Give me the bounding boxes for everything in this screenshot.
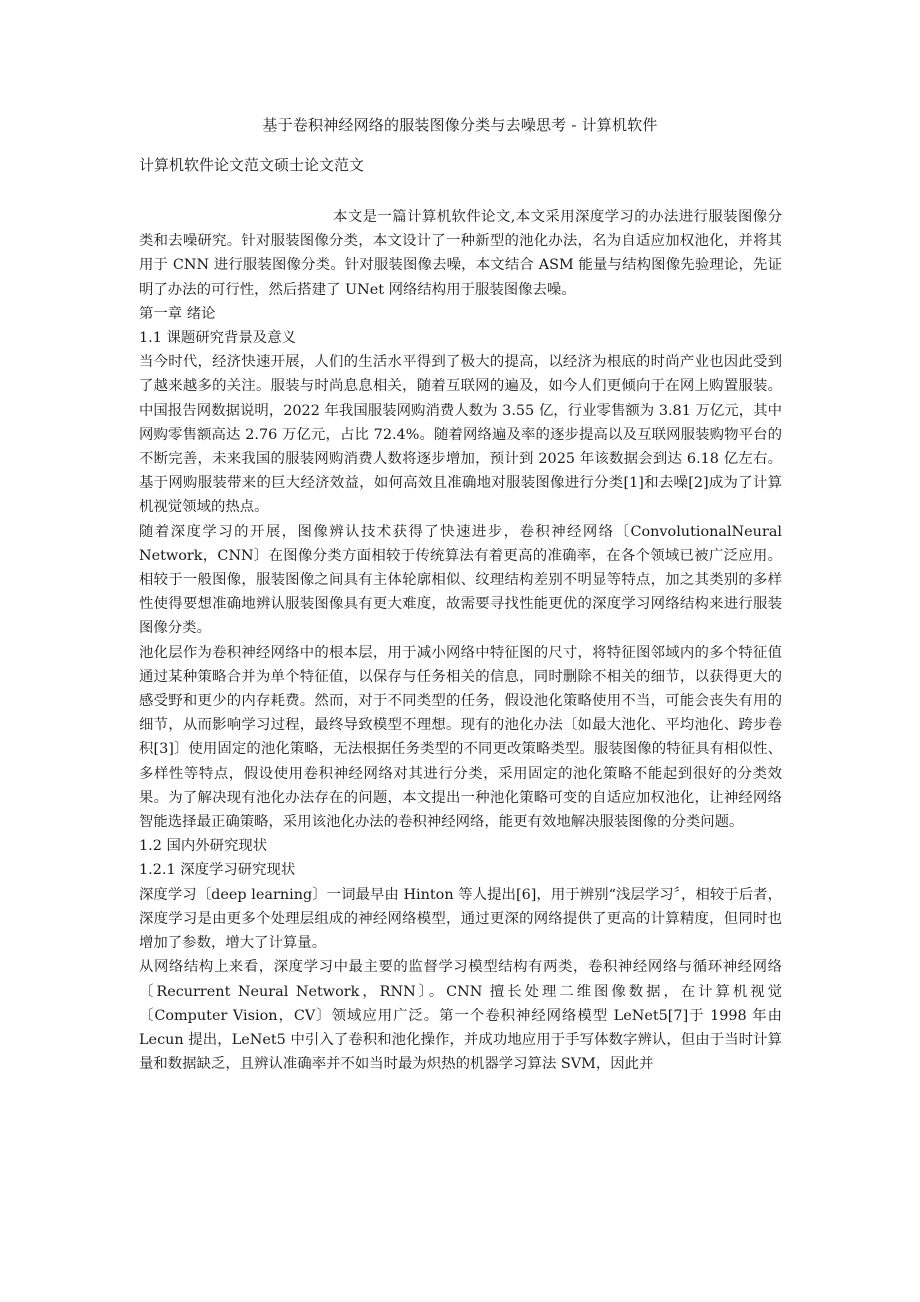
section-heading-1-2: 1.2 国内外研究现状 xyxy=(139,838,268,855)
page-title: 基于卷积神经网络的服装图像分类与去噪思考 - 计算机软件 xyxy=(262,116,658,134)
abstract-paragraph: 本文是一篇计算机软件论文,本文采用深度学习的办法进行服装图像分类和去噪研究。针对服装图像分类，本文设计了一种新型的池化办法，名为自适应加权池化，并将其用于 CNN 进行服装图像分类。针对服装图像去噪，本文结合 ASM 能量与结构图像先验理论，先证明了办法的可行性，然后搭建了 UNet 网络结构用于服装图像去噪。 xyxy=(139,209,782,298)
body-paragraph: 随着深度学习的开展，图像辨认技术获得了快速进步，卷积神经网络〔ConvolutionalNeural Network，CNN〕在图像分类方面相较于传统算法有着更高的准确率，在各个领域已被广泛应用。相较于一般图像，服装图像之间具有主体轮廓相似、纹理结构差别不明显等特点，加之其类别的多样性使得要想准确地辨认服装图像具有更大难度，故需要寻找性能更优的深度学习网络结构来进行服装图像分类。 xyxy=(139,523,782,637)
body-paragraph: 深度学习〔deep learning〕一词最早由 Hinton 等人提出[6]，用于辨别“浅层学习〞，相较于后者，深度学习是由更多个处理层组成的神经网络模型，通过更深的网络提供了更高的计算精度，但同时也增加了参数，增大了计算量。 xyxy=(139,886,782,952)
body-paragraph: 当今时代，经济快速开展，人们的生活水平得到了极大的提高，以经济为根底的时尚产业也因此受到了越来越多的关注。服装与时尚息息相关，随着互联网的遍及，如今人们更倾向于在网上购置服装。中国报告网数据说明，2022 年我国服装网购消费人数为 3.55 亿，行业零售额为 3.81 万亿元，其中网购零售额高达 2.76 万亿元，占比 72.4%。随着网络遍及率的逐步提高以及互联网服装购物平台的不断完善，未来我国的服装网购消费人数将逐步增加，预计到 2025 年该数据会到达 6.18 亿左右。基于网购服装带来的巨大经济效益，如何高效且准确地对服装图像进行分类[1]和去噪[2]成为了计算机视觉领域的热点。 xyxy=(139,354,782,516)
section-heading-1-1: 1.1 课题研究背景及意义 xyxy=(139,330,296,347)
subtitle: 计算机软件论文范文硕士论文范文 xyxy=(139,156,365,174)
body-paragraph: 池化层作为卷积神经网络中的根本层，用于减小网络中特征图的尺寸，将特征图邻域内的多个特征值通过某种策略合并为单个特征值，以保存与任务相关的信息，同时删除不相关的细节，以获得更大的感受野和更少的内存耗费。然而，对于不同类型的任务，假设池化策略使用不当，可能会丧失有用的细节，从而影响学习过程，最终导致模型不理想。现有的池化办法〔如最大池化、平均池化、跨步卷积[3]〕使用固定的池化策略，无法根据任务类型的不同更改策略类型。服装图像的特征具有相似性、多样性等特点，假设使用卷积神经网络对其进行分类，采用固定的池化策略不能起到很好的分类效果。为了解决现有池化办法存在的问题，本文提出一种池化策略可变的自适应加权池化，让神经网络智能选择最正确策略，采用该池化办法的卷积神经网络，能更有效地解决服装图像的分类问题。 xyxy=(139,644,782,831)
chapter-heading: 第一章 绪论 xyxy=(139,305,216,322)
article-body xyxy=(139,205,782,1076)
section-heading-1-2-1: 1.2.1 深度学习研究现状 xyxy=(139,862,296,879)
body-paragraph: 从网络结构上来看，深度学习中最主要的监督学习模型结构有两类，卷积神经网络与循环神经网络〔Recurrent Neural Network，RNN〕。CNN 擅长处理二维图像数据，在计算机视觉〔Computer Vision，CV〕领域应用广泛。第一个卷积神经网络模型 LeNet5[7]于 1998 年由 Lecun 提出，LeNet5 中引入了卷积和池化操作，并成功地应用于手写体数字辨认，但由于当时计算量和数据缺乏，且辨认准确率并不如当时最为炽热的机器学习算法 SVM，因此并 xyxy=(139,959,782,1073)
